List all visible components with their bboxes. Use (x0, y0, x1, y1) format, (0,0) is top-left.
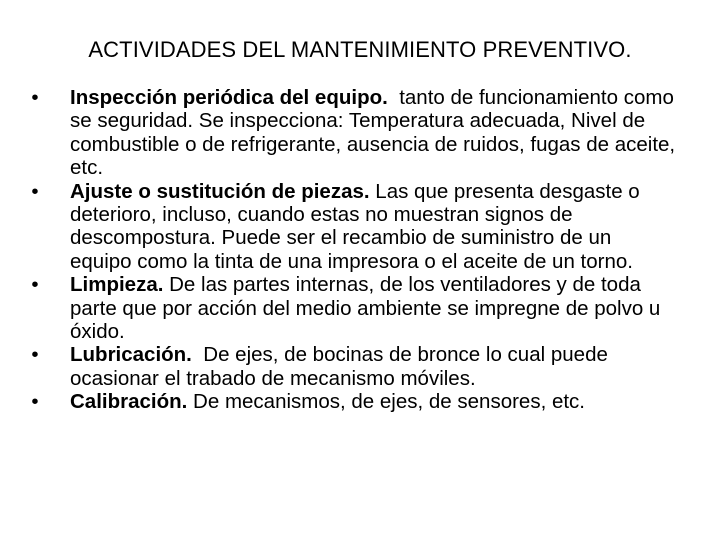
list-item-lubrication (28, 343, 678, 390)
bullet-text: De ejes, de bocinas de bronce lo cual puede ocasionar el trabado de mecanismo móviles. (70, 343, 614, 390)
bullet-heading: Lubricación. (70, 343, 192, 367)
bullet-text: Las que presenta desgaste o deterioro, incluso, cuando estas no muestran signos de descompostura. Puede ser el recambio de suministro de un equipo como la tinta de una impresora o el aceite de un torno. (70, 179, 646, 273)
list-item-inspection (28, 86, 681, 180)
slide-title: ACTIVIDADES DEL MANTENIMIENTO PREVENTIVO. (88, 37, 632, 62)
bullet-heading: Inspección periódica del equipo. (70, 86, 388, 109)
list-item-cleaning (28, 273, 678, 343)
bullet-heading: Limpieza. (70, 273, 164, 297)
bullet-icon: • (31, 390, 39, 414)
bullet-text: De mecanismos, de ejes, de sensores, etc. (187, 390, 586, 414)
bullet-list (28, 86, 681, 414)
bullet-icon: • (31, 86, 39, 109)
list-item-adjustment (28, 180, 678, 274)
bullet-text: De las partes internas, de los ventiladores y de toda parte que por acción del medio ambiente se impregne de polvo u óxido. (70, 273, 667, 344)
bullet-text: tanto de funcionamiento como se seguridad. Se inspecciona: Temperatura adecuada, Nivel de combustible o de refrigerante, ausencia de ruidos, fugas de aceite, etc. (70, 86, 681, 180)
bullet-icon: • (31, 179, 39, 203)
bullet-heading: Ajuste o sustitución de piezas. (70, 179, 370, 203)
bullet-icon: • (31, 273, 39, 297)
bullet-icon: • (31, 343, 39, 367)
list-item-calibration (28, 390, 678, 413)
bullet-heading: Calibración. (70, 390, 188, 414)
